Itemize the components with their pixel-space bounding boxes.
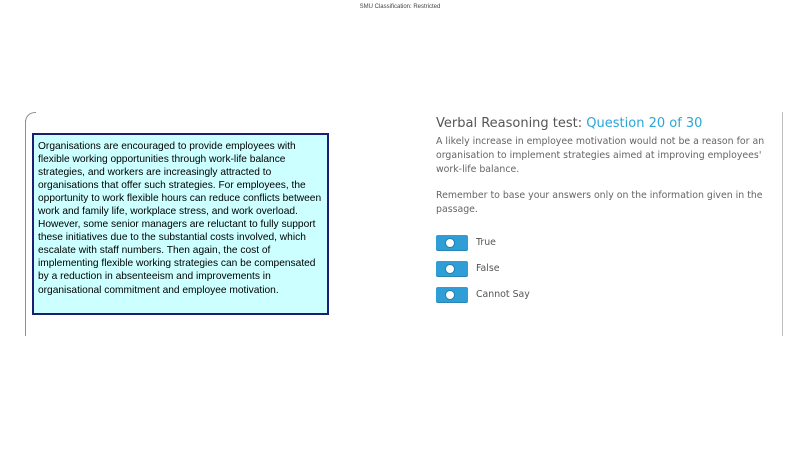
answer-option-true[interactable] — [436, 234, 770, 251]
question-heading — [436, 116, 770, 131]
question-panel — [436, 116, 770, 312]
question-number: Question 20 of 30 — [586, 116, 703, 131]
answer-options — [436, 234, 770, 303]
answer-option-false[interactable] — [436, 260, 770, 277]
frame-right-border — [782, 112, 783, 336]
answer-option-cannot-say[interactable] — [436, 286, 770, 303]
passage-text: Organisations are encouraged to provide employees with flexible working opportunities through work-life balance strategies, and workers are increasingly attracted to organisations that offer such strategies. For employees, the opportunity to work flexible hours can reduce conflicts between work and family life, workplace stress, and work overload. However, some senior managers are reluctant to fully support these initiatives due to the substantial costs involved, which escalate with staff numbers. Then again, the cost of implementing flexible working strategies can be compensated by a reduction in absenteeism and improvements in organisational commitment and employee motivation. — [32, 133, 329, 315]
reminder-text: Remember to base your answers only on the information given in the passage. — [436, 190, 763, 215]
answer-label: True — [476, 237, 496, 248]
radio-toggle-icon[interactable] — [436, 235, 468, 251]
radio-toggle-icon[interactable] — [436, 261, 468, 277]
radio-toggle-icon[interactable] — [436, 287, 468, 303]
question-statement: A likely increase in employee motivation would not be a reason for an organisation to implement strategies aimed at improving employees' work-life balance. — [436, 136, 765, 175]
test-name: Verbal Reasoning test: — [436, 116, 583, 131]
frame-left-border — [25, 112, 27, 336]
classification-label: SMU Classification: Restricted — [359, 4, 441, 10]
answer-label: Cannot Say — [476, 289, 530, 300]
answer-label: False — [476, 263, 500, 274]
